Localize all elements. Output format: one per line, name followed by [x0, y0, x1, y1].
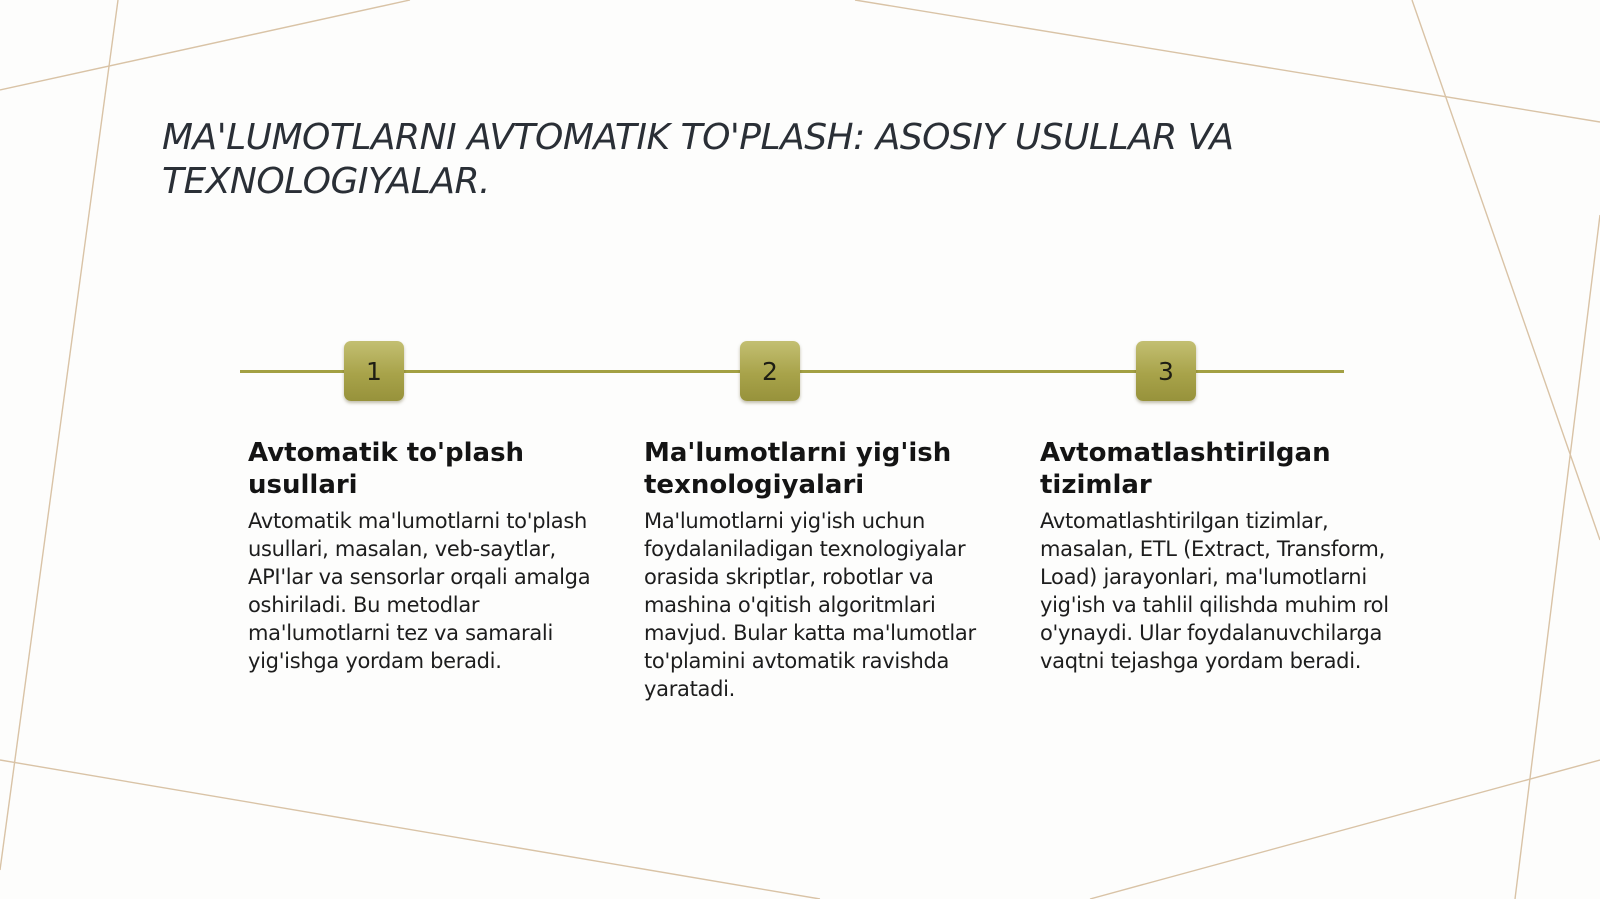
- slide-title: MA'LUMOTLARNI AVTOMATIK TO'PLASH: ASOSIY USULLAR VA TEXNOLOGIYALAR.: [162, 117, 1234, 202]
- timeline-step: [644, 437, 994, 703]
- timeline-step: [1040, 437, 1390, 675]
- step-number-badge: 2: [740, 341, 800, 401]
- step-heading: Ma'lumotlarni yig'ish texnologiyalari: [644, 438, 952, 500]
- step-number-badge: 3: [1136, 341, 1196, 401]
- step-body: Avtomatlashtirilgan tizimlar, masalan, ETL (Extract, Transform, Load) jarayonlari, ma'lumotlarni yig'ish va tahlil qilishda muhim rol o'ynaydi. Ular foydalanuvchilarga vaqtni tejashga yordam beradi.: [1040, 509, 1389, 673]
- step-heading: Avtomatlashtirilgan tizimlar: [1040, 438, 1331, 500]
- timeline-step: [248, 437, 598, 675]
- step-body: Ma'lumotlarni yig'ish uchun foydalaniladigan texnologiyalar orasida skriptlar, robotlar va mashina o'qitish algoritmlari mavjud. Bular katta ma'lumotlar to'plamini avtomatik ravishda yaratadi.: [644, 509, 976, 701]
- step-number-badge: 1: [344, 341, 404, 401]
- step-body: Avtomatik ma'lumotlarni to'plash usullari, masalan, veb-saytlar, API'lar va sensorlar orqali amalga oshiriladi. Bu metodlar ma'lumotlarni tez va samarali yig'ishga yordam beradi.: [248, 509, 591, 673]
- step-heading: Avtomatik to'plash usullari: [248, 438, 525, 500]
